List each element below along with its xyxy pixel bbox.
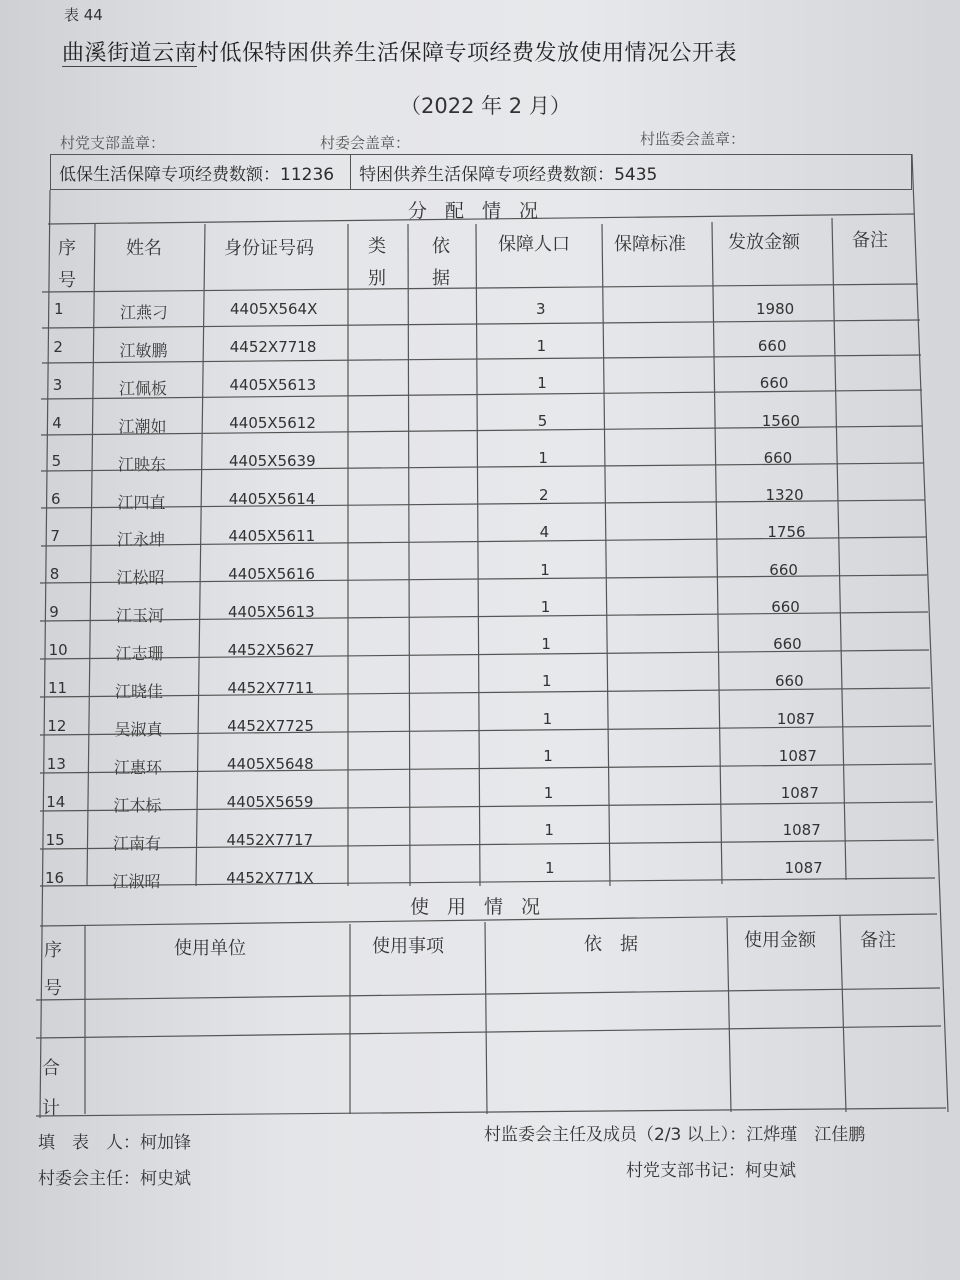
row-name: 江映东 [118,454,167,474]
row-amount: 660 [763,448,793,467]
row-name: 江木标 [113,795,162,815]
col-id-header: 身份证号码 [224,238,314,259]
row-id: 4405X5612 [229,413,316,432]
row-id: 4405X5614 [228,489,316,508]
col-basis-header-1: 依 [432,236,450,257]
usage-unit-header: 使用单位 [174,938,246,959]
row-amount: 1980 [756,300,795,318]
row-seq: 15 [45,830,65,849]
row-amount: 660 [771,597,800,616]
row-persons: 1 [541,635,551,654]
row-persons: 5 [537,411,548,430]
row-name: 江松昭 [116,568,165,588]
usage-total-label-2: 计 [42,1098,60,1119]
row-persons: 1 [543,784,554,803]
secretary-label: 村党支部书记：柯史斌 [626,1161,796,1181]
col-basis-header-2: 据 [432,268,450,289]
usage-amount-header: 使用金额 [744,930,816,951]
report-period: （2022 年 2 月） [400,94,571,118]
row-seq: 4 [52,413,62,432]
row-name: 吴淑真 [114,719,163,739]
supervisory-members: 江烨瑾 江佳鹏 [746,1125,866,1145]
supervisory-stamp-label: 村监委会盖章： [640,130,746,148]
row-persons: 1 [537,374,547,393]
col-category-header-1: 类 [368,236,386,257]
row-name: 江永坤 [117,530,166,550]
row-seq: 1 [54,300,64,318]
col-standard-header: 保障标准 [614,234,686,255]
row-name: 江淑昭 [112,871,161,891]
col-category-header-2: 别 [368,268,386,289]
row-persons: 4 [539,523,550,542]
usage-remark-header: 备注 [860,930,896,951]
row-seq: 10 [48,641,68,660]
row-amount: 660 [773,635,802,654]
row-seq: 14 [46,792,66,811]
row-amount: 1087 [782,821,821,840]
row-seq: 9 [49,603,59,622]
row-persons: 2 [539,486,549,505]
party-stamp-label: 村党支部盖章： [60,134,166,152]
row-amount: 1320 [765,486,804,505]
row-seq: 16 [45,868,65,887]
row-id: 4452X771X [226,868,314,887]
row-persons: 1 [538,448,548,467]
row-name: 江四直 [117,492,166,512]
col-seq-header-2: 号 [58,270,76,291]
row-persons: 1 [545,858,555,877]
row-persons: 1 [540,560,550,579]
row-id: 4405X5613 [229,375,317,394]
row-id: 4405X5639 [229,451,316,470]
col-name-header: 姓名 [126,238,162,259]
row-persons: 1 [542,672,552,691]
row-id: 4405X5611 [228,527,316,546]
row-persons: 1 [536,337,547,356]
table-number: 表 44 [64,6,103,24]
row-id: 4452X7725 [227,716,314,735]
row-amount: 660 [759,374,789,393]
row-name: 江南有 [113,833,162,853]
row-name: 江玉河 [116,606,165,626]
col-persons-header: 保障人口 [498,234,570,255]
row-amount: 660 [757,337,787,356]
row-name: 江惠环 [114,757,163,777]
row-persons: 1 [543,746,553,765]
title-village: 云南 [152,41,198,66]
row-amount: 660 [769,560,798,579]
usage-item-header: 使用事项 [372,936,444,957]
row-seq: 13 [46,754,66,773]
row-amount: 1560 [761,411,800,430]
row-amount: 660 [775,672,804,691]
row-seq: 6 [51,489,61,508]
usage-seq-header-2: 号 [44,978,62,999]
row-seq: 7 [50,527,60,546]
row-id: 4405X564X [230,300,318,318]
row-name: 江志珊 [115,644,164,664]
usage-total-label-1: 合 [42,1058,60,1079]
row-id: 4452X5627 [227,641,315,660]
row-persons: 1 [542,709,553,728]
row-id: 4405X5616 [228,565,315,584]
row-id: 4405X5648 [227,754,314,773]
row-name: 江燕刁 [120,303,169,322]
filler-name: 柯加锋 [140,1133,191,1153]
row-amount: 1756 [767,523,806,542]
col-amount-header: 发放金额 [728,232,800,253]
row-seq: 5 [51,451,62,470]
row-id: 4452X7711 [227,679,315,697]
usage-section-title: 使用情况 [410,896,559,918]
director-name: 柯史斌 [140,1169,191,1189]
row-seq: 12 [47,716,67,735]
row-amount: 1087 [784,858,823,877]
director-label: 村委会主任：柯史斌 [38,1169,191,1189]
tekun-fund: 特困供养生活保障专项经费数额：5435 [359,164,658,185]
row-name: 江晓佳 [115,682,164,701]
row-seq: 2 [53,337,63,356]
usage-seq-header-1: 序 [44,940,62,961]
row-id: 4452X7718 [229,337,317,356]
title-rest: 村低保特困供养生活保障专项经费发放使用情况公开表 [197,41,738,66]
distribution-section-title: 分配情况 [408,200,557,222]
supervisory-members-label: 村监委会主任及成员（2/3 以上）：江烨瑾 江佳鹏 [484,1125,866,1145]
usage-basis-header: 依 据 [584,934,638,955]
col-seq-header-1: 序 [58,238,76,259]
secretary-name: 柯史斌 [745,1161,796,1181]
dibao-fund: 低保生活保障专项经费数额：11236 [59,164,335,185]
row-amount: 1087 [778,746,817,765]
row-seq: 8 [49,565,60,584]
committee-stamp-label: 村委会盖章： [320,134,411,152]
row-seq: 3 [52,375,63,394]
filler-label: 填 表 人：柯加锋 [38,1133,191,1153]
row-seq: 11 [48,679,68,697]
row-amount: 1087 [780,784,819,803]
row-name: 江佩板 [119,378,168,398]
row-name: 江潮如 [118,416,167,436]
row-id: 4405X5659 [226,792,314,811]
row-name: 江敏鹏 [119,340,168,360]
row-persons: 3 [536,300,546,318]
title-street: 曲溪街道 [62,41,153,66]
row-amount: 1087 [776,709,816,728]
row-persons: 1 [544,821,554,840]
row-persons: 1 [540,597,551,616]
col-remark-header: 备注 [852,230,888,251]
row-id: 4452X7717 [226,830,314,849]
row-id: 4405X5613 [228,603,315,622]
